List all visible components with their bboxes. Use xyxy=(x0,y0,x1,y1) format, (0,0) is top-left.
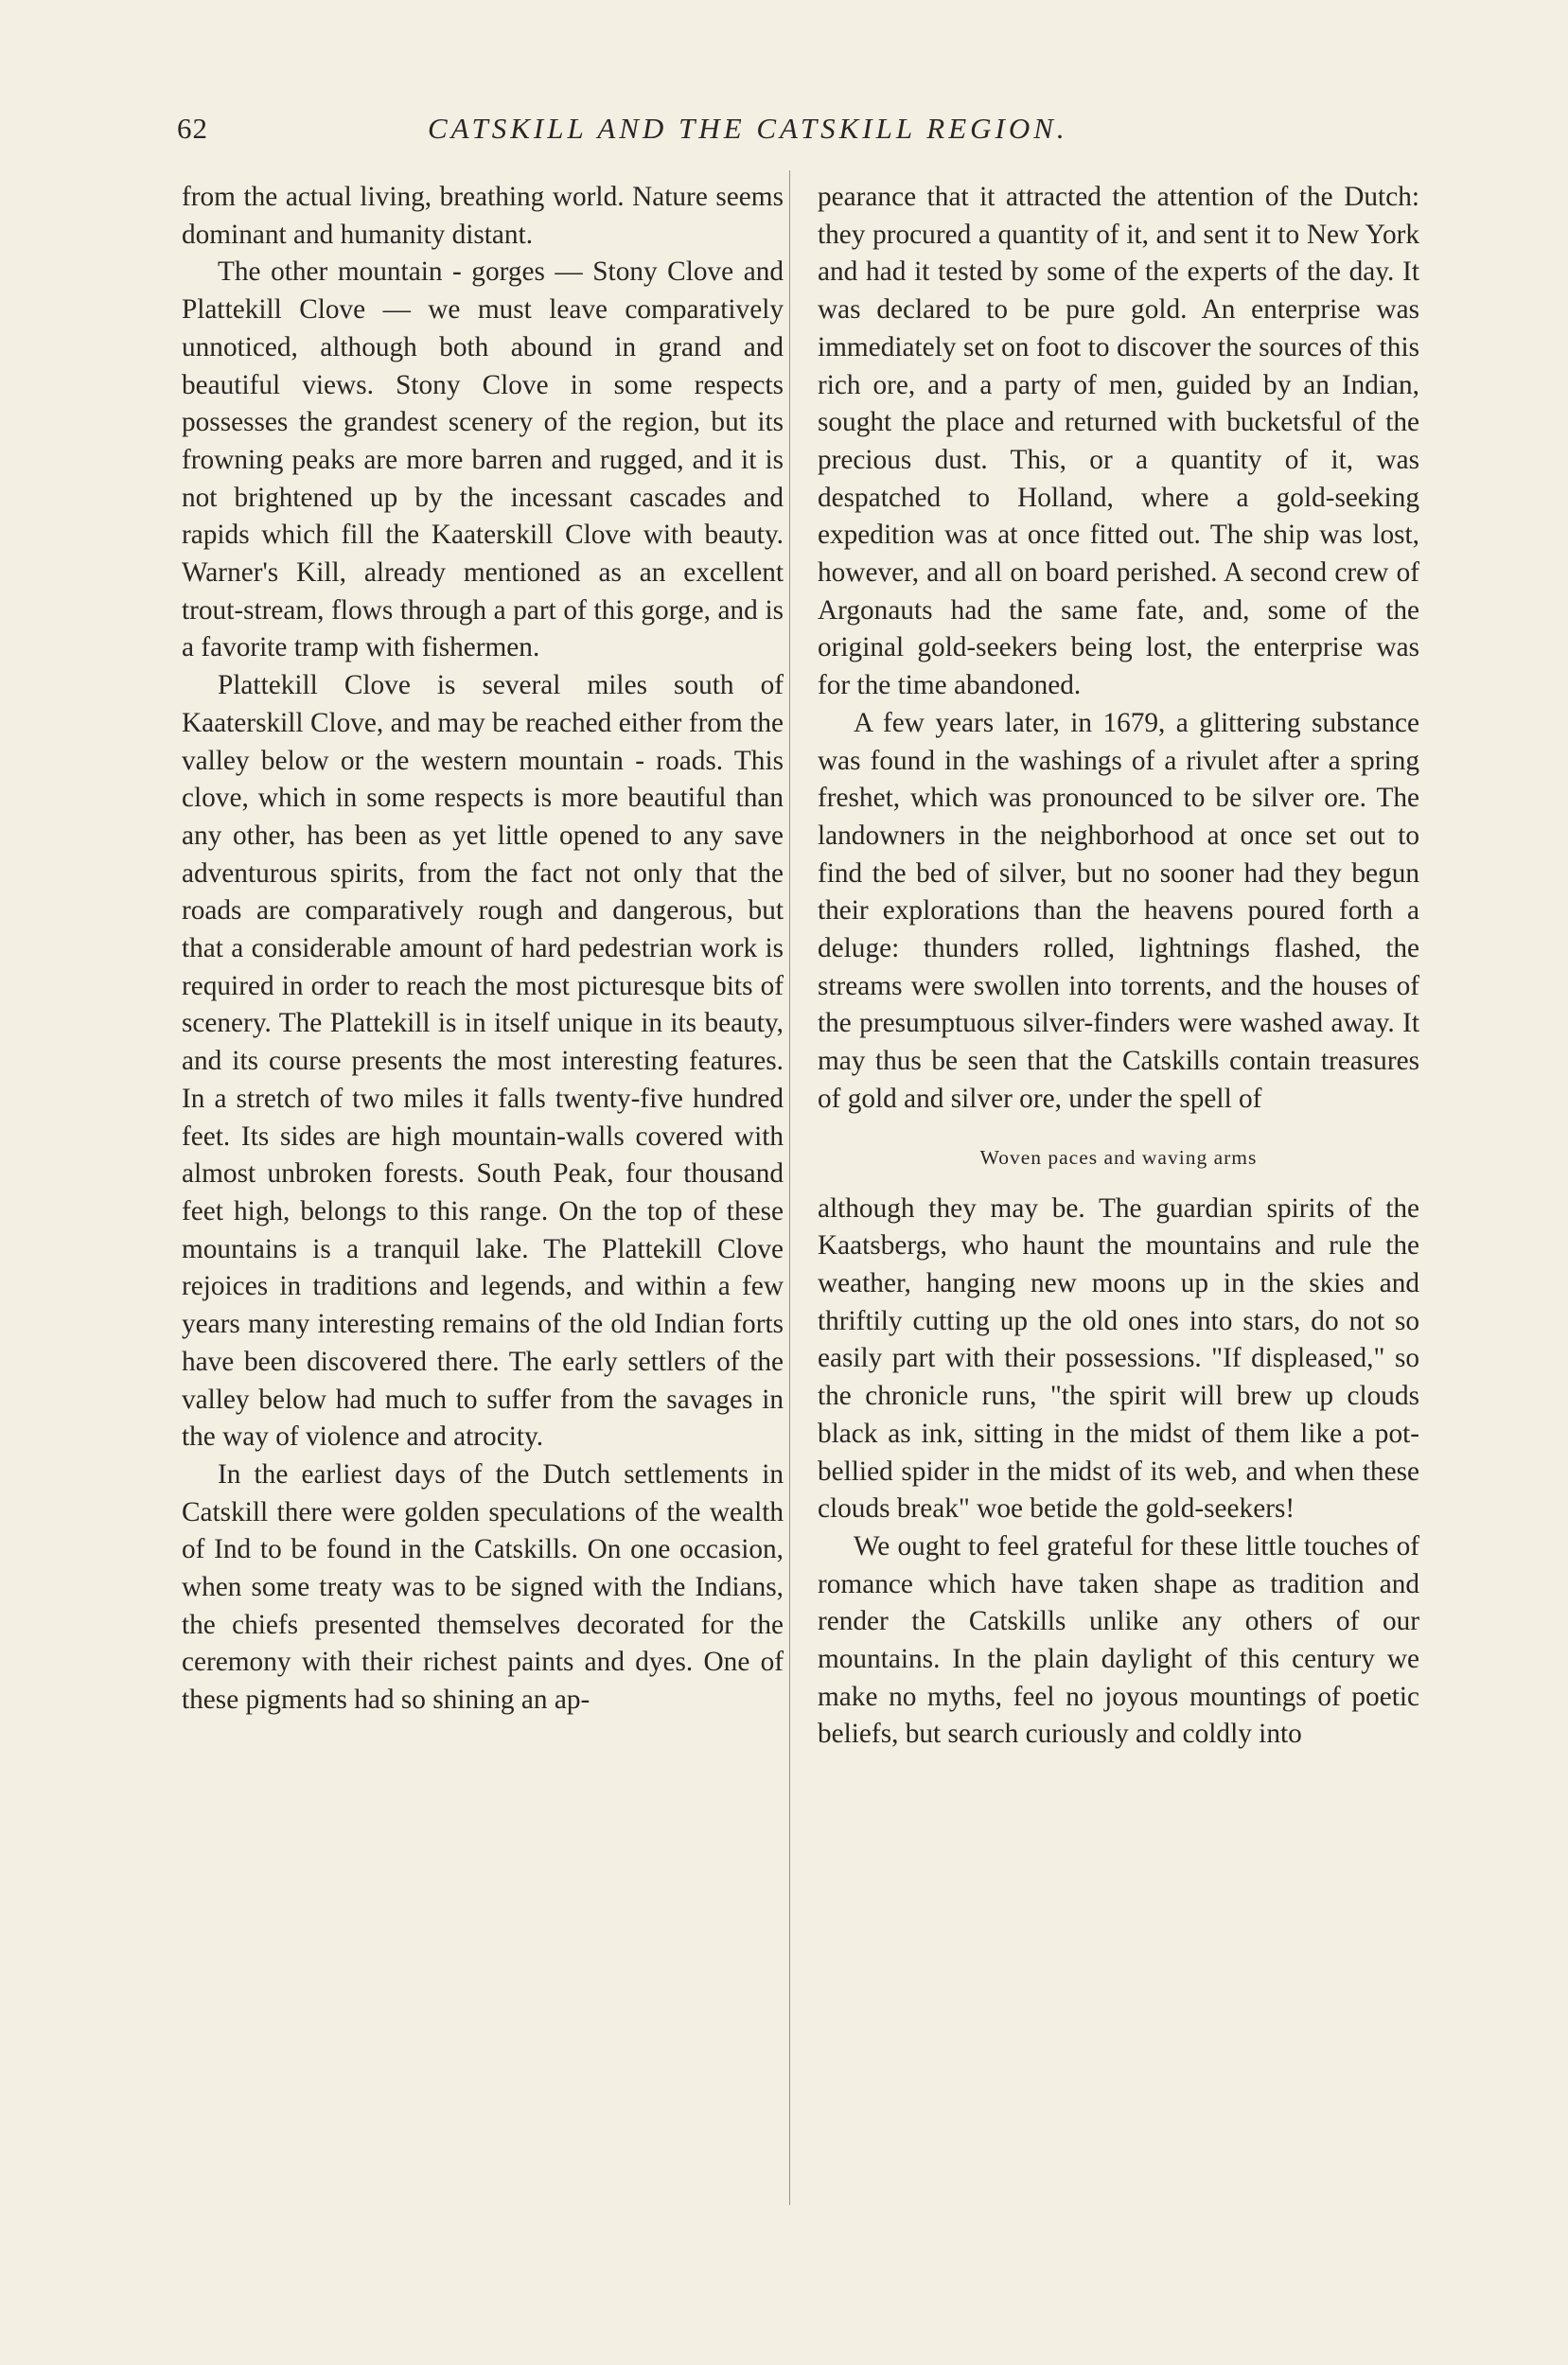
right-paragraph-1: pearance that it attracted the attention of the Dutch: they procured a quantity of it, and sent it to New York and had it tested by some of the experts of the day. It was declared to be pure gold. An enterprise was immediately set on foot to discover the sources of this rich ore, and a party of men, guided by an Indian, sought the place and returned with bucketsful of the precious dust. This, or a quantity of it, was despatched to Holland, where a gold-seeking expedition was at once fitted out. The ship was lost, however, and all on board perished. A second crew of Argonauts had the same fate, and, some of the original gold-seekers being lost, the enterprise was for the time abandoned. xyxy=(818,182,1419,701)
right-paragraph-3: although they may be. The guardian spirits of the Kaatsbergs, who haunt the mountains and rule the weather, hanging new moons up in the skies and thriftily cutting up the old ones into stars, do not so easily part with their possessions. "If displeased," so the chronicle runs, "the spirit will brew up clouds black as ink, sitting in the midst of them like a pot-bellied spider in the midst of its web, and when these clouds break" woe betide the gold-seekers! xyxy=(818,1192,1419,1525)
left-paragraph-1: from the actual living, breathing world. Nature seems dominant and humanity distant. xyxy=(182,182,784,250)
right-column xyxy=(818,179,1419,1754)
left-paragraph-2: The other mountain - gorges — Stony Clove and Plattekill Clove — we must leave comparatively unnoticed, although both abound in grand and beautiful views. Stony Clove in some respects possesses the grandest scenery of the region, but its frowning peaks are more barren and rugged, and it is not brightened up by the incessant cascades and rapids which fill the Kaaterskill Clove with beauty. Warner's Kill, already mentioned as an excellent trout-stream, flows through a part of this gorge, and is a favorite tramp with fishermen. xyxy=(182,256,784,663)
column-divider xyxy=(789,170,790,2205)
left-paragraph-4: In the earliest days of the Dutch settlements in Catskill there were golden speculations of the wealth of Ind to be found in the Catskills. On one occasion, when some treaty was to be signed with the Indians, the chiefs presented themselves decorated for the ceremony with their richest paints and dyes. One of these pigments had so shining an ap- xyxy=(182,1458,784,1716)
page-header xyxy=(177,112,1417,157)
page-number: 62 xyxy=(177,112,208,145)
left-paragraph-3: Plattekill Clove is several miles south of Kaaterskill Clove, and may be reached either from the valley below or the western mountain - roads. This clove, which in some respects is more beautiful than any other, has been as yet little opened to any save adventurous spirits, from the fact not only that the roads are comparatively rough and dangerous, but that a considerable amount of hard pedestrian work is required in order to reach the most picturesque bits of scenery. The Plattekill is in itself unique in its beauty, and its course presents the most interesting features. In a stretch of two miles it falls twenty-five hundred feet. Its sides are high mountain-walls covered with almost unbroken forests. South Peak, four thousand feet high, belongs to this range. On the top of these mountains is a tranquil lake. The Plattekill Clove rejoices in traditions and legends, and within a few years many interesting remains of the old Indian forts have been discovered there. The early settlers of the valley below had much to suffer from the savages in the way of violence and atrocity. xyxy=(182,670,784,1453)
right-paragraph-4: We ought to feel grateful for these little touches of romance which have taken shape as tradition and render the Catskills unlike any others of our mountains. In the plain daylight of this century we make no myths, feel no joyous mountings of poetic beliefs, but search curiously and coldly into xyxy=(818,1530,1419,1750)
left-column xyxy=(182,179,784,1720)
running-title: CATSKILL AND THE CATSKILL REGION. xyxy=(428,112,1068,145)
verse-quotation: Woven paces and waving arms xyxy=(979,1145,1258,1169)
right-paragraph-2: A few years later, in 1679, a glittering substance was found in the washings of a rivulet after a spring freshet, which was pronounced to be silver ore. The landowners in the neighborhood at once set out to find the bed of silver, but no sooner had they begun their explorations than the heavens poured forth a deluge: thunders rolled, lightnings flashed, the streams were swollen into torrents, and the houses of the presumptuous silver-finders were washed away. It may thus be seen that the Catskills contain treasures of gold and silver ore, under the spell of xyxy=(818,707,1419,1114)
